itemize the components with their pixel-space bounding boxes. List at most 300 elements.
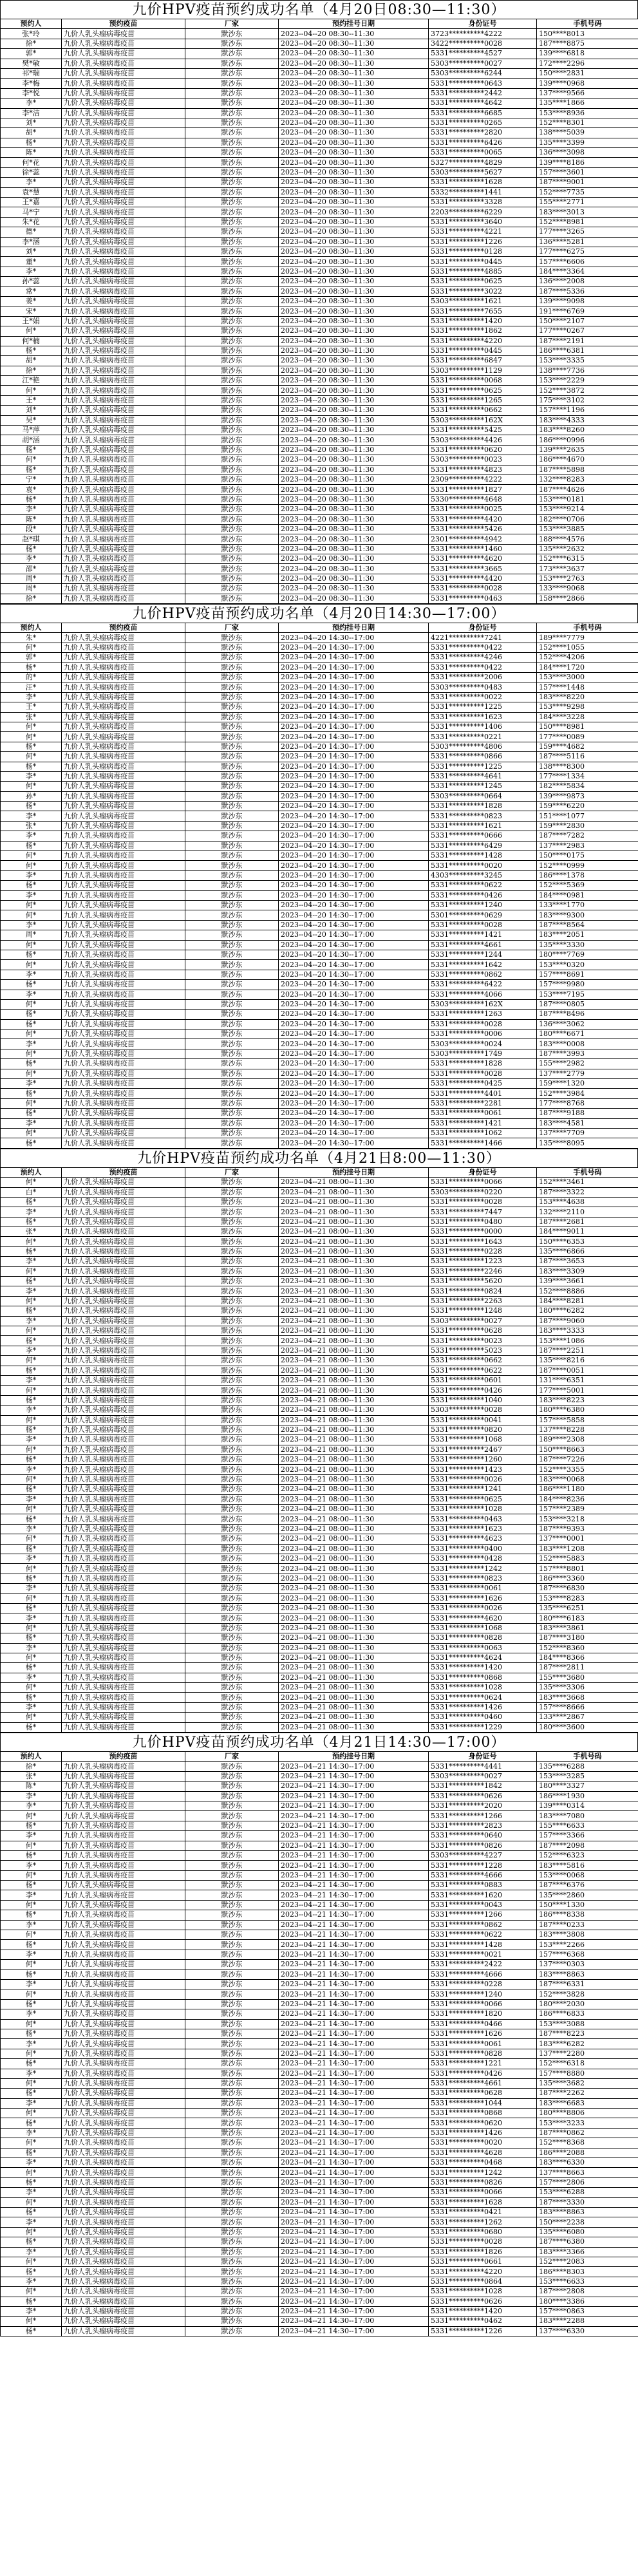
vaccine-name-cell: 九价人乳头瘤病毒疫苗 [62,1544,185,1554]
column-header-vaccine-name: 预约疫苗 [62,1752,185,1762]
vaccine-name-cell: 九价人乳头瘤病毒疫苗 [62,643,185,652]
manufacturer-cell: 默沙东 [185,960,279,970]
id-number-cell: 2309**********4222 [429,475,537,484]
manufacturer-cell: 默沙东 [185,1663,279,1673]
phone-number-cell: 187****5116 [537,752,638,762]
vaccine-name-cell: 九价人乳头瘤病毒疫苗 [62,771,185,781]
vaccine-name-cell: 九价人乳头瘤病毒疫苗 [62,306,185,316]
vaccine-name-cell: 九价人乳头瘤病毒疫苗 [62,564,185,574]
manufacturer-cell: 默沙东 [185,2267,279,2277]
id-number-cell: 5331**********0468 [429,2158,537,2168]
phone-number-cell: 155****2771 [537,198,638,207]
table-row [1,1326,638,1336]
appointment-date-cell: 2023--04--21 08:00--11:30 [279,1277,429,1286]
phone-number-cell: 150****8663 [537,1445,638,1454]
appointment-date-cell: 2023--04--20 08:30--11:30 [279,306,429,316]
manufacturer-cell: 默沙东 [185,1089,279,1098]
phone-number-cell: 187****3180 [537,1633,638,1643]
table-row [1,851,638,861]
phone-number-cell: 137****2983 [537,841,638,851]
table-row [1,1831,638,1841]
id-number-cell: 5331**********0620 [429,2118,537,2128]
id-number-cell: 5331**********0445 [429,257,537,267]
reservation-name-cell: 何* [1,1900,62,1910]
vaccine-name-cell: 九价人乳头瘤病毒疫苗 [62,296,185,306]
id-number-cell: 5331**********1820 [429,2009,537,2019]
phone-number-cell: 152****6315 [537,554,638,564]
manufacturer-cell: 默沙东 [185,128,279,138]
appointment-date-cell: 2023--04--20 14:30--17:00 [279,950,429,959]
reservation-name-cell: 杨* [1,1603,62,1613]
manufacturer-cell: 默沙东 [185,494,279,504]
appointment-date-cell: 2023--04--21 14:30--17:00 [279,1821,429,1830]
reservation-name-cell: 何* [1,2049,62,2058]
reservation-name-cell: 何* [1,1960,62,1970]
manufacturer-cell: 默沙东 [185,465,279,475]
table-row [1,890,638,900]
appointment-date-cell: 2023--04--20 08:30--11:30 [279,505,429,514]
appointment-date-cell: 2023--04--21 14:30--17:00 [279,1970,429,1979]
manufacturer-cell: 默沙东 [185,336,279,346]
vaccine-name-cell: 九价人乳头瘤病毒疫苗 [62,524,185,534]
table-row [1,752,638,762]
manufacturer-cell: 默沙东 [185,1613,279,1623]
manufacturer-cell: 默沙东 [185,1534,279,1544]
id-number-cell: 5331**********4642 [429,99,537,108]
phone-number-cell: 183****3808 [537,1930,638,1940]
vaccine-name-cell: 九价人乳头瘤病毒疫苗 [62,1326,185,1336]
vaccine-name-cell: 九价人乳头瘤病毒疫苗 [62,1019,185,1029]
vaccine-name-cell: 九价人乳头瘤病毒疫苗 [62,356,185,366]
manufacturer-cell: 默沙东 [185,633,279,643]
vaccine-name-cell: 九价人乳头瘤病毒疫苗 [62,1861,185,1870]
appointment-date-cell: 2023--04--21 14:30--17:00 [279,1801,429,1810]
reservation-name-cell: 杨* [1,1514,62,1524]
vaccine-name-cell: 九价人乳头瘤病毒疫苗 [62,2227,185,2237]
id-number-cell: 5331**********2246 [429,1266,537,1276]
section-title: 九价HPV疫苗预约成功名单（4月21日14:30—17:00） [0,1733,638,1751]
table-row [1,118,638,127]
id-number-cell: 5331**********0422 [429,643,537,652]
id-number-cell: 5303**********4806 [429,742,537,751]
table-row [1,485,638,494]
phone-number-cell: 180****2030 [537,1999,638,2009]
reservation-name-cell: 杨* [1,1940,62,1950]
vaccine-name-cell: 九价人乳头瘤病毒疫苗 [62,2317,185,2326]
manufacturer-cell: 默沙东 [185,1286,279,1296]
appointment-date-cell: 2023--04--21 14:30--17:00 [279,1940,429,1950]
vaccine-name-cell: 九价人乳头瘤病毒疫苗 [62,2109,185,2118]
vaccine-name-cell: 九价人乳头瘤病毒疫苗 [62,870,185,880]
table-row [1,584,638,594]
phone-number-cell: 186****1930 [537,1791,638,1801]
vaccine-name-cell: 九价人乳头瘤病毒疫苗 [62,494,185,504]
phone-number-cell: 135****3682 [537,2078,638,2088]
appointment-date-cell: 2023--04--21 14:30--17:00 [279,1771,429,1781]
reservation-name-cell: 杨* [1,980,62,990]
phone-number-cell: 157****1448 [537,682,638,692]
phone-number-cell: 183****1208 [537,1544,638,1554]
id-number-cell: 5331**********1423 [429,1465,537,1474]
id-number-cell: 5303**********162X [429,999,537,1009]
appointment-date-cell: 2023--04--21 14:30--17:00 [279,1791,429,1801]
reservation-name-cell: 何* [1,1445,62,1454]
table-row [1,1683,638,1693]
appointment-date-cell: 2023--04--21 08:00--11:30 [279,1564,429,1574]
manufacturer-cell: 默沙东 [185,2039,279,2049]
reservation-name-cell: 李* [1,2039,62,2049]
phone-number-cell: 187****5898 [537,465,638,475]
phone-number-cell: 150****1330 [537,1900,638,1910]
phone-number-cell: 153****3885 [537,524,638,534]
vaccine-name-cell: 九价人乳头瘤病毒疫苗 [62,1920,185,1930]
id-number-cell: 5331**********1862 [429,326,537,336]
appointment-date-cell: 2023--04--21 14:30--17:00 [279,1989,429,1999]
appointment-table [0,19,638,604]
id-number-cell: 5331**********2281 [429,1098,537,1108]
appointment-date-cell: 2023--04--21 08:00--11:30 [279,1346,429,1355]
table-row [1,336,638,346]
appointment-date-cell: 2023--04--21 14:30--17:00 [279,1850,429,1860]
table-row [1,1643,638,1653]
id-number-cell: 5331**********0820 [429,1425,537,1434]
id-number-cell: 5331**********6422 [429,980,537,990]
manufacturer-cell: 默沙东 [185,970,279,979]
manufacturer-cell: 默沙东 [185,1524,279,1534]
appointment-date-cell: 2023--04--21 08:00--11:30 [279,1693,429,1702]
id-number-cell: 4303**********3245 [429,870,537,880]
manufacturer-cell: 默沙东 [185,2029,279,2038]
vaccine-name-cell: 九价人乳头瘤病毒疫苗 [62,584,185,594]
manufacturer-cell: 默沙东 [185,940,279,950]
vaccine-name-cell: 九价人乳头瘤病毒疫苗 [62,574,185,583]
vaccine-name-cell: 九价人乳头瘤病毒疫苗 [62,1950,185,1959]
phone-number-cell: 184****9011 [537,1227,638,1237]
vaccine-name-cell: 九价人乳头瘤病毒疫苗 [62,2168,185,2177]
reservation-name-cell: 李* [1,1554,62,1563]
reservation-name-cell: 杨* [1,1010,62,1019]
vaccine-name-cell: 九价人乳头瘤病毒疫苗 [62,851,185,861]
appointment-date-cell: 2023--04--21 14:30--17:00 [279,1930,429,1940]
vaccine-name-cell: 九价人乳头瘤病毒疫苗 [62,663,185,672]
appointment-date-cell: 2023--04--21 14:30--17:00 [279,2128,429,2138]
table-row [1,267,638,276]
appointment-date-cell: 2023--04--20 08:30--11:30 [279,564,429,574]
reservation-name-cell: 杨* [1,2089,62,2098]
reservation-name-cell: 的* [1,673,62,682]
id-number-cell: 5331**********4221 [429,227,537,237]
table-row [1,2247,638,2257]
table-row [1,1019,638,1029]
table-row [1,1920,638,1930]
table-row [1,594,638,603]
table-row [1,1722,638,1732]
phone-number-cell: 135****3399 [537,138,638,147]
table-row [1,1059,638,1069]
phone-number-cell: 186****8303 [537,2267,638,2277]
table-row [1,1485,638,1494]
appointment-date-cell: 2023--04--21 08:00--11:30 [279,1286,429,1296]
reservation-name-cell: 杨* [1,1217,62,1227]
vaccine-name-cell: 九价人乳头瘤病毒疫苗 [62,1653,185,1662]
vaccine-name-cell: 九价人乳头瘤病毒疫苗 [62,79,185,88]
table-row [1,1356,638,1366]
table-row [1,970,638,979]
manufacturer-cell: 默沙东 [185,742,279,751]
vaccine-name-cell: 九价人乳头瘤病毒疫苗 [62,1375,185,1385]
reservation-name-cell: 杨* [1,1821,62,1830]
appointment-date-cell: 2023--04--20 14:30--17:00 [279,940,429,950]
id-number-cell: 5331**********0061 [429,1109,537,1118]
vaccine-name-cell: 九价人乳头瘤病毒疫苗 [62,1989,185,1999]
phone-number-cell: 132****2110 [537,1207,638,1217]
vaccine-name-cell: 九价人乳头瘤病毒疫苗 [62,514,185,524]
manufacturer-cell: 默沙东 [185,356,279,366]
id-number-cell: 5331**********0662 [429,406,537,415]
table-row [1,1474,638,1484]
phone-number-cell: 153****8936 [537,108,638,118]
appointment-date-cell: 2023--04--21 14:30--17:00 [279,2039,429,2049]
id-number-cell: 5331**********0426 [429,890,537,900]
reservation-name-cell: 刘* [1,406,62,415]
vaccine-name-cell: 九价人乳头瘤病毒疫苗 [62,2158,185,2168]
reservation-name-cell: 杨* [1,2148,62,2158]
reservation-name-cell: 杨* [1,1970,62,1979]
table-row [1,158,638,167]
manufacturer-cell: 默沙东 [185,2158,279,2168]
id-number-cell: 5331**********1826 [429,2247,537,2257]
id-number-cell: 5331**********1028 [429,1505,537,1514]
reservation-name-cell: 朱*花 [1,217,62,227]
phone-number-cell: 186****4670 [537,455,638,465]
phone-number-cell: 137****0001 [537,1534,638,1544]
vaccine-name-cell: 九价人乳头瘤病毒疫苗 [62,1465,185,1474]
phone-number-cell: 183****7080 [537,1811,638,1821]
vaccine-name-cell: 九价人乳头瘤病毒疫苗 [62,198,185,207]
phone-number-cell: 153****0068 [537,1870,638,1880]
phone-number-cell: 180****8806 [537,2109,638,2118]
vaccine-name-cell: 九价人乳头瘤病毒疫苗 [62,2217,185,2227]
id-number-cell: 3723**********4222 [429,29,537,39]
vaccine-name-cell: 九价人乳头瘤病毒疫苗 [62,1266,185,1276]
vaccine-name-cell: 九价人乳头瘤病毒疫苗 [62,1693,185,1702]
reservation-name-cell: 周* [1,584,62,594]
appointment-date-cell: 2023--04--21 14:30--17:00 [279,2009,429,2019]
reservation-name-cell: 李* [1,1613,62,1623]
table-row [1,2078,638,2088]
id-number-cell: 5303**********1129 [429,366,537,375]
phone-number-cell: 136****3098 [537,148,638,158]
reservation-name-cell: 杨* [1,1277,62,1286]
phone-number-cell: 191****6769 [537,306,638,316]
manufacturer-cell: 默沙东 [185,118,279,127]
manufacturer-cell: 默沙东 [185,505,279,514]
table-row [1,2158,638,2168]
id-number-cell: 5331**********1428 [429,851,537,861]
manufacturer-cell: 默沙东 [185,673,279,682]
reservation-name-cell: 李* [1,1257,62,1266]
manufacturer-cell: 默沙东 [185,237,279,247]
table-row [1,386,638,395]
table-row [1,415,638,425]
vaccine-name-cell: 九价人乳头瘤病毒疫苗 [62,1970,185,1979]
table-row [1,475,638,484]
manufacturer-cell: 默沙东 [185,1722,279,1732]
manufacturer-cell: 默沙东 [185,1920,279,1930]
vaccine-name-cell: 九价人乳头瘤病毒疫苗 [62,1059,185,1069]
id-number-cell: 5331**********1068 [429,1623,537,1633]
reservation-name-cell: 何* [1,1029,62,1039]
reservation-name-cell: 李* [1,1861,62,1870]
table-row [1,2029,638,2038]
reservation-name-cell: 杨* [1,1722,62,1732]
manufacturer-cell: 默沙东 [185,1316,279,1326]
table-row [1,187,638,197]
manufacturer-cell: 默沙东 [185,1039,279,1049]
table-row [1,1178,638,1187]
phone-number-cell: 139****3661 [537,1277,638,1286]
id-number-cell: 5331**********0826 [429,1841,537,1850]
phone-number-cell: 153****8283 [537,1594,638,1603]
id-number-cell: 5331**********0061 [429,2039,537,2049]
vaccine-name-cell: 九价人乳头瘤病毒疫苗 [62,1277,185,1286]
table-row [1,2109,638,2118]
column-header-phone-number: 手机号码 [537,1167,638,1177]
phone-number-cell: 152****3355 [537,1465,638,1474]
section-title: 九价HPV疫苗预约成功名单（4月21日8:00—11:30） [0,1149,638,1167]
manufacturer-cell: 默沙东 [185,1989,279,1999]
reservation-name-cell: 吴* [1,415,62,425]
table-row [1,1811,638,1821]
manufacturer-cell: 默沙东 [185,791,279,801]
appointment-date-cell: 2023--04--21 08:00--11:30 [279,1465,429,1474]
manufacturer-cell: 默沙东 [185,346,279,355]
id-number-cell: 5331**********1827 [429,485,537,494]
manufacturer-cell: 默沙东 [185,752,279,762]
phone-number-cell: 137****0303 [537,1960,638,1970]
phone-number-cell: 186****1378 [537,870,638,880]
phone-number-cell: 177****1334 [537,771,638,781]
manufacturer-cell: 默沙东 [185,59,279,68]
vaccine-name-cell: 九价人乳头瘤病毒疫苗 [62,1900,185,1910]
manufacturer-cell: 默沙东 [185,564,279,574]
appointment-date-cell: 2023--04--20 08:30--11:30 [279,376,429,386]
manufacturer-cell: 默沙东 [185,2306,279,2316]
table-row [1,49,638,59]
reservation-name-cell: 郭* [1,653,62,663]
vaccine-name-cell: 九价人乳头瘤病毒疫苗 [62,267,185,276]
table-row [1,702,638,712]
appointment-date-cell: 2023--04--21 14:30--17:00 [279,2277,429,2286]
id-number-cell: 5331**********0228 [429,1246,537,1256]
id-number-cell: 5331**********0463 [429,594,537,603]
reservation-name-cell: 何* [1,1128,62,1138]
appointment-date-cell: 2023--04--21 08:00--11:30 [279,1227,429,1237]
reservation-name-cell: 李* [1,1643,62,1653]
id-number-cell: 5303**********6244 [429,68,537,78]
reservation-name-cell: 李* [1,1584,62,1594]
table-row [1,1544,638,1554]
table-row [1,1346,638,1355]
table-row [1,900,638,910]
phone-number-cell: 180****6380 [537,1406,638,1415]
id-number-cell: 5331**********1228 [429,1861,537,1870]
id-number-cell: 5331**********1242 [429,1564,537,1574]
reservation-name-cell: 李*悦 [1,88,62,98]
reservation-name-cell: 李* [1,2277,62,2286]
phone-number-cell: 152****8360 [537,1643,638,1653]
id-number-cell: 5331**********6429 [429,841,537,851]
appointment-date-cell: 2023--04--20 08:30--11:30 [279,336,429,346]
appointment-date-cell: 2023--04--21 08:00--11:30 [279,1574,429,1583]
phone-number-cell: 177****0267 [537,326,638,336]
appointment-date-cell: 2023--04--21 08:00--11:30 [279,1246,429,1256]
reservation-name-cell: 杨* [1,1574,62,1583]
vaccine-name-cell: 九价人乳头瘤病毒疫苗 [62,138,185,147]
id-number-cell: 5331**********4246 [429,653,537,663]
reservation-name-cell: 徐*蕊 [1,167,62,177]
appointment-date-cell: 2023--04--20 14:30--17:00 [279,831,429,841]
phone-number-cell: 187****2251 [537,1346,638,1355]
manufacturer-cell: 默沙东 [185,1197,279,1207]
table-row [1,88,638,98]
phone-number-cell: 155****2982 [537,1059,638,1069]
table-row [1,841,638,851]
vaccine-name-cell: 九价人乳头瘤病毒疫苗 [62,692,185,702]
phone-number-cell: 177****6275 [537,247,638,256]
appointment-date-cell: 2023--04--20 14:30--17:00 [279,762,429,771]
manufacturer-cell: 默沙东 [185,534,279,544]
phone-number-cell: 132****8283 [537,475,638,484]
manufacturer-cell: 默沙东 [185,247,279,256]
phone-number-cell: 152****3461 [537,1178,638,1187]
vaccine-name-cell: 九价人乳头瘤病毒疫苗 [62,841,185,851]
reservation-name-cell: 杨* [1,1881,62,1890]
id-number-cell: 5331**********1426 [429,1702,537,1712]
appointment-date-cell: 2023--04--20 14:30--17:00 [279,742,429,751]
vaccine-name-cell: 九价人乳头瘤病毒疫苗 [62,1999,185,2009]
phone-number-cell: 187****2681 [537,1217,638,1227]
table-row [1,138,638,147]
manufacturer-cell: 默沙东 [185,1266,279,1276]
reservation-name-cell: 孙* [1,791,62,801]
phone-number-cell: 183****0008 [537,1039,638,1049]
id-number-cell: 5331**********0426 [429,1386,537,1395]
id-number-cell: 5331**********1420 [429,2306,537,2316]
phone-number-cell: 183****4333 [537,415,638,425]
id-number-cell: 5331**********0065 [429,148,537,158]
appointment-date-cell: 2023--04--21 08:00--11:30 [279,1257,429,1266]
phone-number-cell: 180****6183 [537,1613,638,1623]
table-row [1,1870,638,1880]
reservation-name-cell: 孙*蕊 [1,277,62,287]
phone-number-cell: 153****0320 [537,960,638,970]
reservation-name-cell: 李* [1,771,62,781]
table-row [1,1306,638,1316]
reservation-name-cell: 杨* [1,1485,62,1494]
vaccine-name-cell: 九价人乳头瘤病毒疫苗 [62,990,185,999]
reservation-name-cell: 祁*瑞 [1,68,62,78]
manufacturer-cell: 默沙东 [185,861,279,870]
phone-number-cell: 157****5858 [537,1415,638,1425]
reservation-name-cell: 李* [1,2128,62,2138]
phone-number-cell: 152****6318 [537,2059,638,2069]
appointment-date-cell: 2023--04--21 14:30--17:00 [279,2257,429,2266]
table-row [1,494,638,504]
phone-number-cell: 135****6251 [537,1603,638,1613]
phone-number-cell: 153****2229 [537,376,638,386]
vaccine-name-cell: 九价人乳头瘤病毒疫苗 [62,1524,185,1534]
